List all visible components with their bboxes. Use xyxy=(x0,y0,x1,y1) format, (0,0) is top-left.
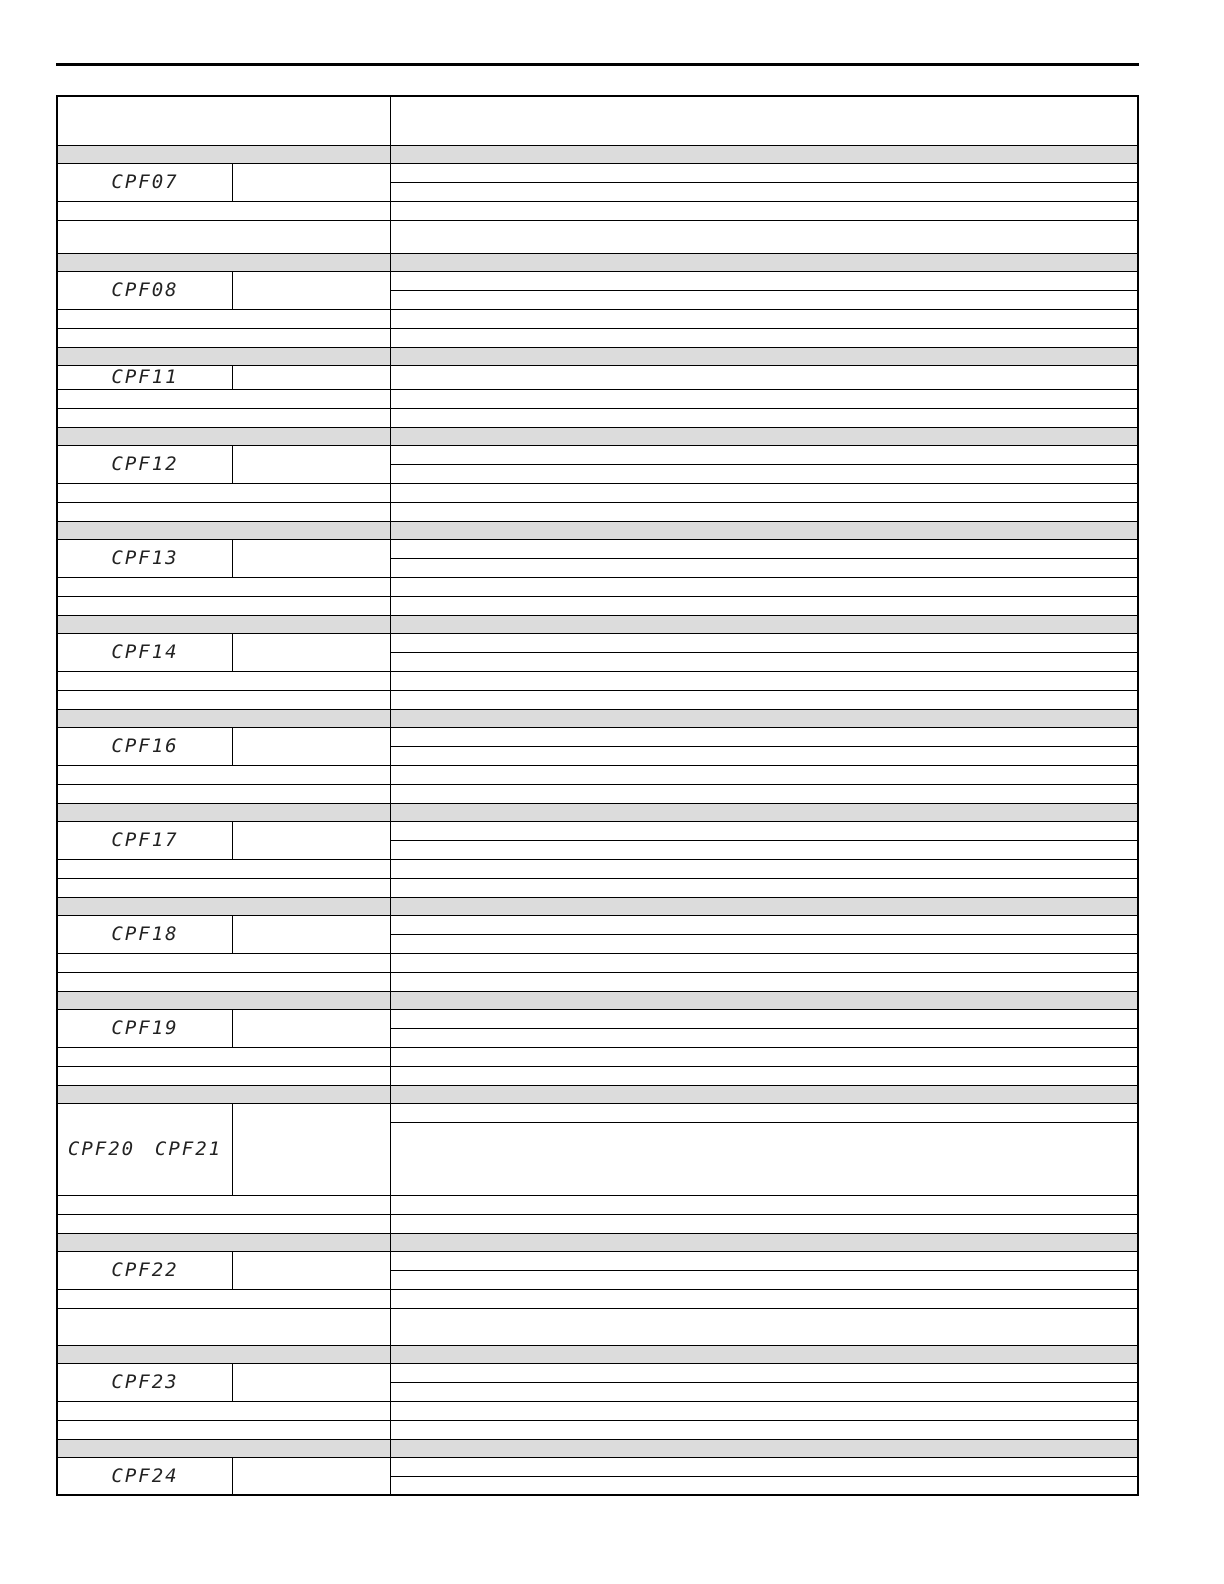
section-header xyxy=(58,991,1137,1009)
row-line xyxy=(58,408,1137,409)
row-line-right xyxy=(391,746,1137,747)
row-line xyxy=(58,1420,1137,1421)
row-line xyxy=(58,1439,1137,1440)
row-line-right xyxy=(391,1476,1137,1477)
code-cell-divider xyxy=(232,821,233,859)
code-cell-divider xyxy=(232,1363,233,1401)
row-line xyxy=(58,709,1137,710)
fault-code-cpf19: CPF19 xyxy=(111,1017,179,1039)
row-line xyxy=(58,1195,1137,1196)
fault-code-cpf24: CPF24 xyxy=(111,1464,179,1487)
row-line xyxy=(58,784,1137,785)
code-cell-divider xyxy=(232,633,233,671)
fault-code-cpf08: CPF08 xyxy=(111,279,179,301)
row-line xyxy=(58,328,1137,329)
code-cell-divider xyxy=(232,727,233,765)
row-line xyxy=(58,483,1137,484)
code-cell-divider xyxy=(232,1103,233,1195)
row-line xyxy=(58,253,1137,254)
fault-code-cpf11: CPF11 xyxy=(111,366,179,388)
row-line-right xyxy=(391,1122,1137,1123)
code-cell-divider xyxy=(232,445,233,483)
fault-table xyxy=(56,95,1139,1496)
section-header xyxy=(58,1345,1137,1363)
fault-code-cpf07: CPF07 xyxy=(111,171,179,193)
row-line xyxy=(58,878,1137,879)
section-header xyxy=(58,803,1137,821)
row-line xyxy=(58,201,1137,202)
row-line xyxy=(58,1214,1137,1215)
row-line xyxy=(58,953,1137,954)
section-header xyxy=(58,521,1137,539)
section-header xyxy=(58,709,1137,727)
fault-code-cpf17: CPF17 xyxy=(111,829,179,851)
row-line-right xyxy=(391,558,1137,559)
row-line xyxy=(58,1308,1137,1309)
row-line xyxy=(58,615,1137,616)
row-line xyxy=(58,1233,1137,1234)
row-line-right xyxy=(391,652,1137,653)
row-line xyxy=(58,765,1137,766)
fault-code-cpf16: CPF16 xyxy=(111,735,179,757)
row-line xyxy=(58,502,1137,503)
row-line-right xyxy=(391,934,1137,935)
row-line xyxy=(58,1066,1137,1067)
fault-code-cpf22: CPF22 xyxy=(111,1259,179,1281)
row-line xyxy=(58,859,1137,860)
row-line-right xyxy=(391,182,1137,183)
section-header xyxy=(58,145,1137,163)
row-line xyxy=(58,1345,1137,1346)
fault-code-cpf20: CPF20 xyxy=(67,1138,136,1160)
section-header xyxy=(58,1439,1137,1457)
row-line xyxy=(58,803,1137,804)
row-line xyxy=(58,671,1137,672)
section-header xyxy=(58,427,1137,445)
fault-code-cpf21: CPF21 xyxy=(154,1138,223,1160)
row-line xyxy=(58,1401,1137,1402)
fault-code-cpf18: CPF18 xyxy=(111,923,179,945)
row-line xyxy=(58,1047,1137,1048)
row-line-right xyxy=(391,290,1137,291)
row-line-right xyxy=(391,1382,1137,1383)
top-rule xyxy=(56,63,1139,66)
code-cell-divider xyxy=(232,163,233,201)
section-header xyxy=(58,1085,1137,1103)
fault-code-cpf14: CPF14 xyxy=(111,641,179,663)
row-line xyxy=(58,1289,1137,1290)
column-divider xyxy=(390,97,391,1494)
row-line xyxy=(58,577,1137,578)
code-cell-divider xyxy=(232,271,233,309)
row-line-right xyxy=(391,840,1137,841)
fault-code-cpf23: CPF23 xyxy=(111,1371,179,1393)
row-line xyxy=(58,389,1137,390)
fault-code-cpf20-cpf21 xyxy=(58,1103,232,1195)
code-cell-divider xyxy=(232,365,233,389)
row-line-right xyxy=(391,1270,1137,1271)
fault-code-cpf13: CPF13 xyxy=(111,547,179,569)
code-cell-divider xyxy=(232,1251,233,1289)
row-line xyxy=(58,427,1137,428)
row-line xyxy=(58,220,1137,221)
row-line xyxy=(58,596,1137,597)
row-line xyxy=(58,145,1137,146)
row-line-right xyxy=(391,1028,1137,1029)
row-line xyxy=(58,1085,1137,1086)
row-line xyxy=(58,347,1137,348)
row-line xyxy=(58,309,1137,310)
row-line-right xyxy=(391,464,1137,465)
row-line xyxy=(58,972,1137,973)
code-cell-divider xyxy=(232,915,233,953)
section-header xyxy=(58,1233,1137,1251)
row-line xyxy=(58,690,1137,691)
section-header xyxy=(58,897,1137,915)
code-cell-divider xyxy=(232,1009,233,1047)
row-line xyxy=(58,991,1137,992)
section-header xyxy=(58,253,1137,271)
fault-code-cpf12: CPF12 xyxy=(111,453,179,475)
code-cell-divider xyxy=(232,539,233,577)
section-header xyxy=(58,615,1137,633)
section-header xyxy=(58,347,1137,365)
code-cell-divider xyxy=(232,1457,233,1494)
row-line xyxy=(58,897,1137,898)
row-line xyxy=(58,521,1137,522)
